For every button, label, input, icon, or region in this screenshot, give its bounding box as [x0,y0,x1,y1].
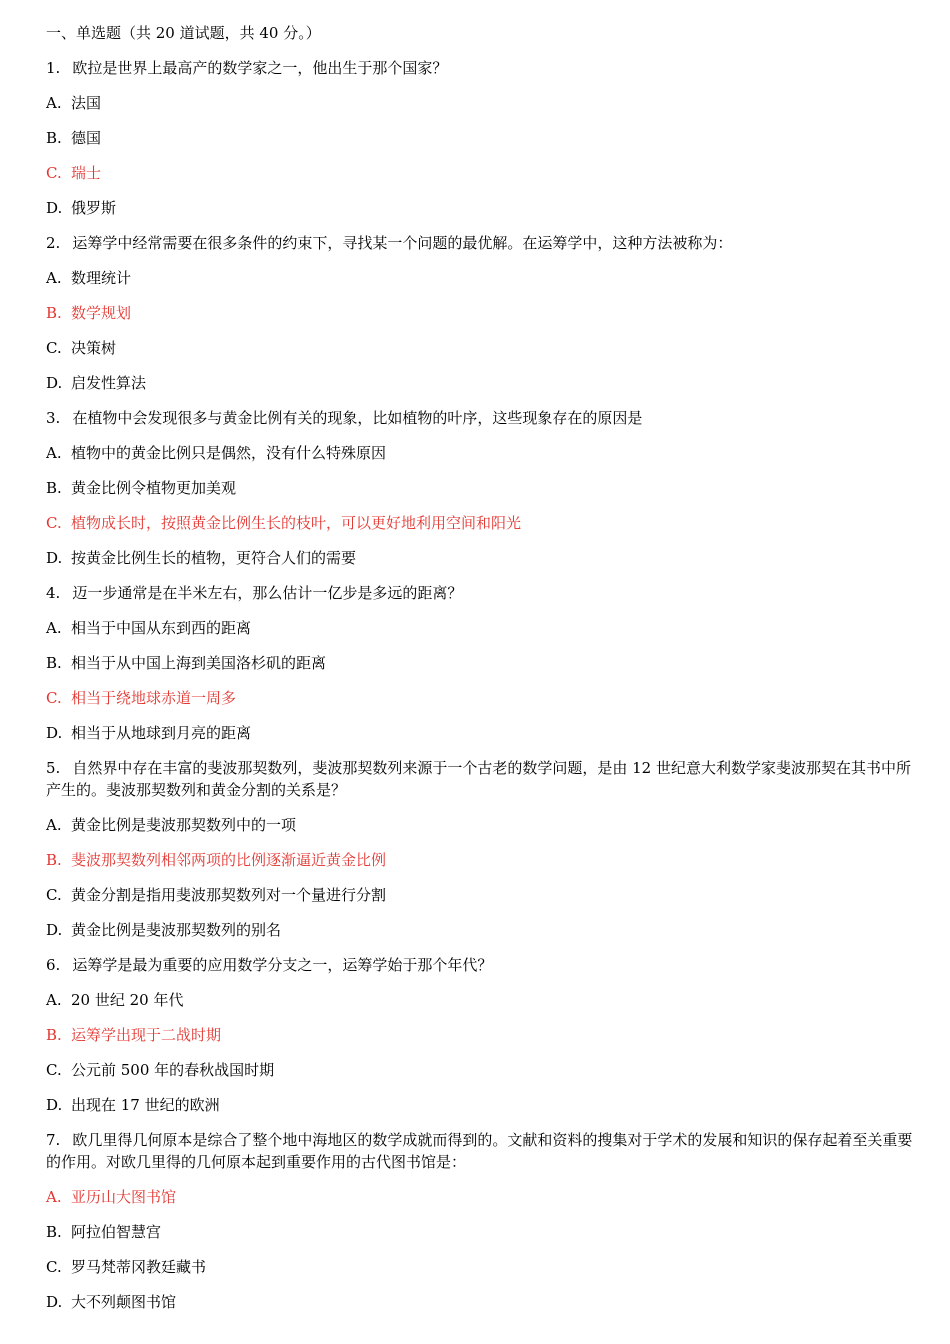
option-4-c-correct [46,687,922,709]
option-letter: B. [46,1223,62,1241]
option-letter: D. [46,1293,63,1311]
option-letter: A. [46,816,62,834]
option-3-c-correct [46,512,922,534]
option-1-c-correct [46,162,922,184]
question-number: 1. [46,59,61,77]
option-5-d [46,919,922,941]
option-5-b-correct [46,849,922,871]
option-text: 德国 [71,129,102,147]
option-7-a-correct [46,1186,922,1208]
option-7-d [46,1291,922,1313]
question-text: 运筹学中经常需要在很多条件的约束下，寻找某一个问题的最优解。在运筹学中，这种方法被称为： [72,234,733,252]
option-1-b [46,127,922,149]
option-text: 瑞士 [71,164,102,182]
option-letter: C. [46,689,62,707]
option-1-a [46,92,922,114]
option-letter: D. [46,1096,63,1114]
option-2-b-correct [46,302,922,324]
option-4-a [46,617,922,639]
option-letter: C. [46,886,62,904]
option-text: 按黄金比例生长的植物，更符合人们的需要 [71,549,357,567]
option-letter: B. [46,654,62,672]
option-6-b-correct [46,1024,922,1046]
option-text: 数学规划 [71,304,132,322]
option-letter: C. [46,164,62,182]
question-text: 在植物中会发现很多与黄金比例有关的现象，比如植物的叶序，这些现象存在的原因是 [72,409,643,427]
question-list [46,57,922,1313]
question-text: 运筹学是最为重要的应用数学分支之一，运筹学始于那个年代？ [72,956,493,974]
option-letter: A. [46,619,62,637]
question-number: 6. [46,956,61,974]
option-text: 植物中的黄金比例只是偶然，没有什么特殊原因 [71,444,387,462]
question-2 [46,232,922,254]
option-text: 黄金比例是斐波那契数列中的一项 [71,816,297,834]
option-text: 相当于从中国上海到美国洛杉矶的距离 [71,654,327,672]
option-text: 法国 [71,94,102,112]
question-number: 5. [46,759,61,777]
option-5-a [46,814,922,836]
option-letter: B. [46,479,62,497]
option-4-d [46,722,922,744]
option-letter: B. [46,851,62,869]
option-3-d [46,547,922,569]
option-text: 亚历山大图书馆 [71,1188,177,1206]
option-text: 罗马梵蒂冈教廷藏书 [71,1258,207,1276]
option-3-b [46,477,922,499]
option-letter: B. [46,129,62,147]
option-text: 数理统计 [71,269,132,287]
option-text: 决策树 [71,339,117,357]
option-text: 相当于中国从东到西的距离 [71,619,252,637]
question-text: 自然界中存在丰富的斐波那契数列，斐波那契数列来源于一个古老的数学问题，是由 12 世纪意大利数学家斐波那契在其书中所产生的。斐波那契数列和黄金分割的关系是？ [46,759,911,799]
option-6-d [46,1094,922,1116]
question-5 [46,757,922,801]
option-letter: C. [46,1258,62,1276]
option-text: 出现在 17 世纪的欧洲 [71,1096,220,1114]
option-text: 公元前 500 年的春秋战国时期 [71,1061,275,1079]
question-number: 4. [46,584,61,602]
option-4-b [46,652,922,674]
option-text: 相当于绕地球赤道一周多 [71,689,237,707]
option-letter: A. [46,991,62,1009]
option-6-a [46,989,922,1011]
option-letter: A. [46,444,62,462]
question-number: 2. [46,234,61,252]
option-letter: D. [46,921,63,939]
question-7 [46,1129,922,1173]
option-letter: D. [46,549,63,567]
option-letter: C. [46,339,62,357]
option-letter: B. [46,1026,62,1044]
option-text: 启发性算法 [71,374,147,392]
option-letter: D. [46,724,63,742]
question-text: 欧几里得几何原本是综合了整个地中海地区的数学成就而得到的。文献和资料的搜集对于学术的发展和知识的保存起着至关重要的作用。对欧几里得的几何原本起到重要作用的古代图书馆是： [46,1131,913,1171]
question-number: 3. [46,409,61,427]
section-title: 一、单选题（共 20 道试题，共 40 分。） [46,24,321,42]
option-text: 黄金比例令植物更加美观 [71,479,237,497]
question-4 [46,582,922,604]
option-letter: D. [46,374,63,392]
option-text: 运筹学出现于二战时期 [71,1026,222,1044]
option-letter: A. [46,94,62,112]
option-2-a [46,267,922,289]
question-text: 迈一步通常是在半米左右，那么估计一亿步是多远的距离？ [72,584,463,602]
question-3 [46,407,922,429]
option-letter: A. [46,1188,62,1206]
option-letter: C. [46,514,62,532]
option-letter: D. [46,199,63,217]
option-2-c [46,337,922,359]
option-6-c [46,1059,922,1081]
option-7-b [46,1221,922,1243]
option-1-d [46,197,922,219]
option-7-c [46,1256,922,1278]
option-letter: B. [46,304,62,322]
option-letter: C. [46,1061,62,1079]
option-text: 阿拉伯智慧宫 [71,1223,162,1241]
option-text: 大不列颠图书馆 [71,1293,177,1311]
option-5-c [46,884,922,906]
question-text: 欧拉是世界上最高产的数学家之一，他出生于那个国家？ [72,59,448,77]
option-text: 黄金分割是指用斐波那契数列对一个量进行分割 [71,886,387,904]
option-2-d [46,372,922,394]
option-text: 俄罗斯 [71,199,117,217]
option-letter: A. [46,269,62,287]
question-6 [46,954,922,976]
option-text: 斐波那契数列相邻两项的比例逐渐逼近黄金比例 [71,851,387,869]
question-1 [46,57,922,79]
option-text: 黄金比例是斐波那契数列的别名 [71,921,282,939]
option-text: 植物成长时，按照黄金比例生长的枝叶，可以更好地利用空间和阳光 [71,514,522,532]
question-number: 7. [46,1131,61,1149]
option-text: 20 世纪 20 年代 [71,991,184,1009]
option-3-a [46,442,922,464]
option-text: 相当于从地球到月亮的距离 [71,724,252,742]
